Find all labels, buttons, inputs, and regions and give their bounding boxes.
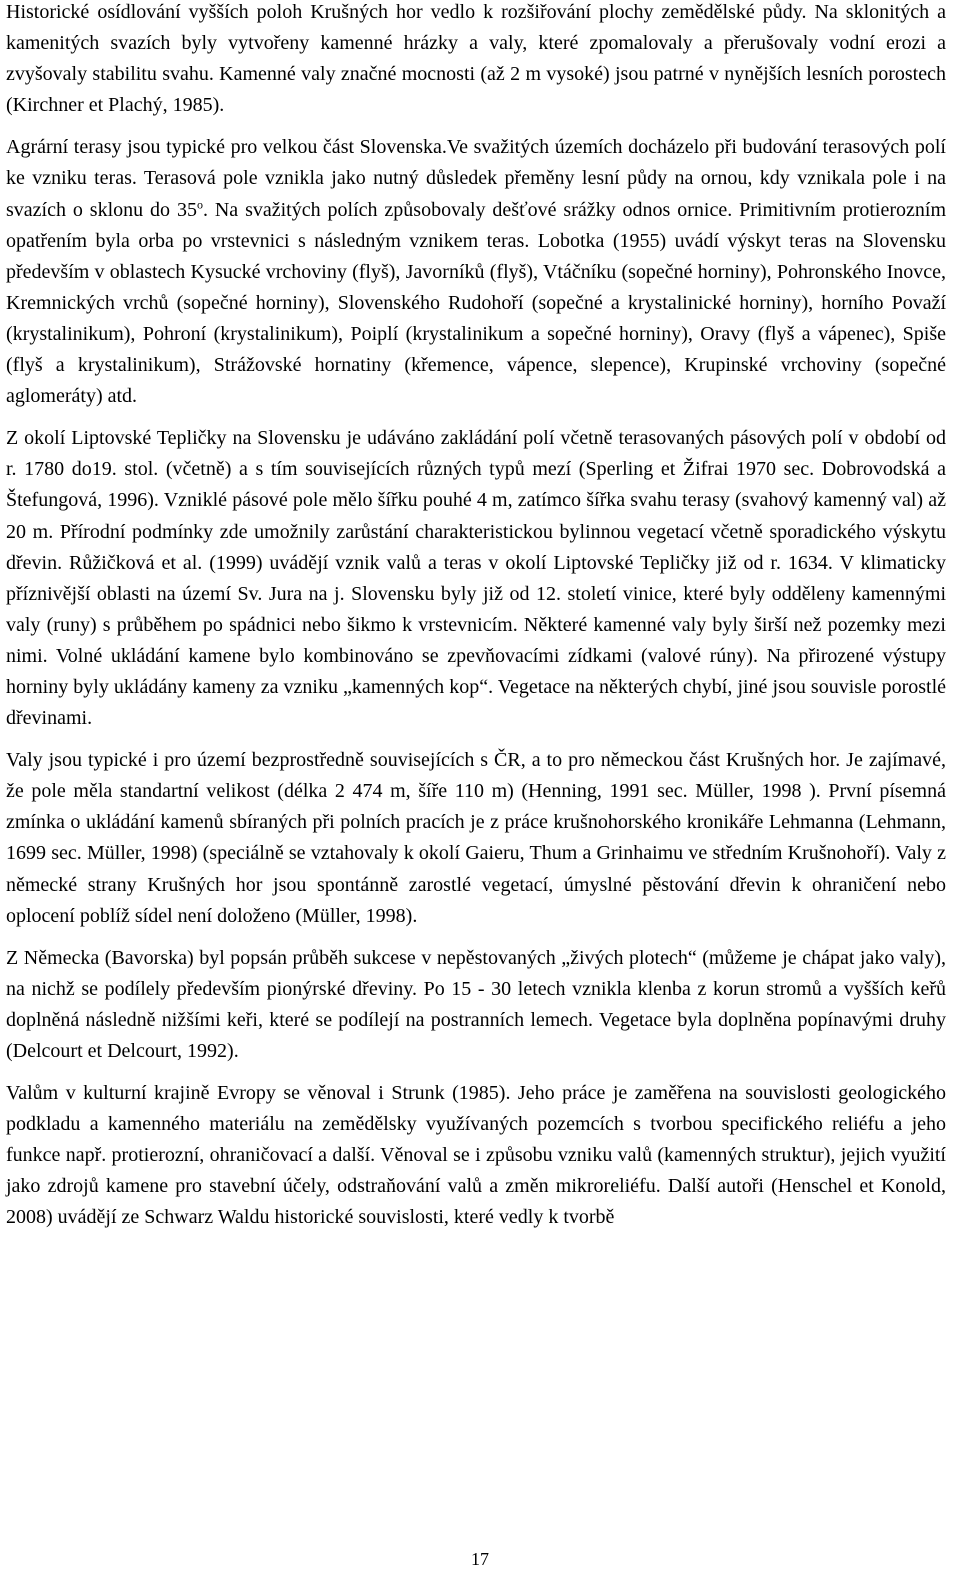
page-number: 17 [471, 1549, 489, 1569]
paragraph-slovakia-terraces-text-1: Agrární terasy jsou typické pro velkou část Slovenska.Ve svažitých územích docházelo při budování terasových polí ke vzniku teras. Terasová pole vznikla jako nutný důsledek přeměny lesní půdy na ornou, kdy vznikala pole i na svazích o sklonu do 35 [6, 136, 946, 221]
paragraph-bavaria-hedges: Z Německa (Bavorska) byl popsán průběh sukcese v nepěstovaných „živých plotech“ (můžeme je chápat jako valy), na nichž se podílely především pionýrské dřeviny. Po 15 - 30 letech vznikla klenba z korun stromů a vyšších keřů doplněná následně nižšími keři, které se podílejí na postranních lemech. Vegetace byla doplněna popínavými druhy (Delcourt et Delcourt, 1992). [6, 946, 946, 1062]
paragraph-strunk-europe: Valům v kulturní krajině Evropy se věnoval i Strunk (1985). Jeho práce je zaměřena na souvislosti geologického podkladu a kamenného materiálu na zemědělsky využívaných pozemcích s tvorbou specifického reliéfu a jeho funkce např. protierozní, ohraničovací a další. Věnoval se i způsobu vzniku valů (kamenných struktur), jejich využití jako zdrojů kamene pro stavební účely, odstraňování valů a změn mikroreliéfu. Další autoři (Henschel et Konold, 2008) uvádějí ze Schwarz Waldu historické souvislosti, které vedly k tvorbě [6, 1082, 946, 1229]
paragraph-slovakia-terraces-text-2: . Na svažitých polích způsobovaly dešťové srážky odnos ornice. Primitivním protierozním opatřením byla orba po vrstevnici s následným vznikem teras. Lobotka (1955) uvádí výskyt teras na Slovensku především v oblastech Kysucké vrchoviny (flyš), Javorníků (flyš), Vtáčníku (sopečné horniny), Pohronského Inovce, Kremnických vrchů (sopečné horniny), Slovenského Rudohoří (sopečné a krystalinické horniny), horního Považí (krystalinikum), Pohroní (krystalinikum), Poiplí (krystalinikum a sopečné horniny), Oravy (flyš a vápenec), Spiše (flyš a krystalinikum), Strážovské hornatiny (křemence, vápence, slepence), Krupinské vrchoviny (sopečné aglomeráty) atd. [6, 198, 946, 408]
document-body [6, 0, 946, 1245]
degree-superscript: o [196, 196, 203, 211]
paragraph-liptovske-teplicky: Z okolí Liptovské Tepličky na Slovensku je udáváno zakládání polí včetně terasovaných pásových polí v období od r. 1780 do19. stol. (včetně) a s tím souvisejících různých typů mezí (Sperling et Žifrai 1970 sec. Dobrovodská a Štefungová, 1996). Vzniklé pásové pole mělo šířku pouhé 4 m, zatímco šířka svahu terasy (svahový kamenný val) až 20 m. Přírodní podmínky zde umožnily zarůstání charakteristickou bylinnou vegetací včetně sporadického výskytu dřevin. Růžičková et al. (1999) uvádějí vznik valů a teras v okolí Liptovské Tepličky již od r. 1634. V klimaticky příznivější oblasti na území Sv. Jura na j. Slovensku byly již od 12. století vinice, které byly odděleny kamennými valy (runy) s průběhem po spádnici nebo šikmo k vrstevnicím. Některé kamenné valy byly širší než pozemky mezi nimi. Volné ukládání kamene bylo kombinováno se zpevňovacími zídkami (valové rúny). Na přirozené výstupy horniny byly ukládány kameny za vzniku „kamenných kop“. Vegetace na některých chybí, jiné jsou souvisle porostlé dřevinami. [6, 427, 946, 730]
paragraph-slovakia-terraces [6, 132, 946, 412]
paragraph-german-krusne-hory: Valy jsou typické i pro území bezprostředně souvisejících s ČR, a to pro německou část Krušných hor. Je zajímavé, že pole měla standartní velikost (délka 2 474 m, šíře 110 m) (Henning, 1991 sec. Müller, 1998 ). První písemná zmínka o ukládání kamenů sbíraných při polních pracích je z práce krušnohorského kronikáře Lehmanna (Lehmann, 1699 sec. Müller, 1998) (speciálně se vztahovaly k okolí Gaieru, Thum a Grinhaimu ve středním Krušnohoří). Valy z německé strany Krušných hor jsou spontánně zarostlé vegetací, úmyslné pěstování dřevin k ohraničení nebo oplocení poblíž sídel není doloženo (Müller, 1998). [6, 749, 946, 927]
paragraph-krusne-hory-history: Historické osídlování vyšších poloh Krušných hor vedlo k rozšiřování plochy zemědělské půdy. Na sklonitých a kamenitých svazích byly vytvořeny kamenné hrázky a valy, které zpomalovaly a přerušovaly vodní erozi a zvyšovaly stabilitu svahu. Kamenné valy značné mocnosti (až 2 m vysoké) jsou patrné v nynějších lesních porostech (Kirchner et Plachý, 1985). [6, 1, 946, 117]
